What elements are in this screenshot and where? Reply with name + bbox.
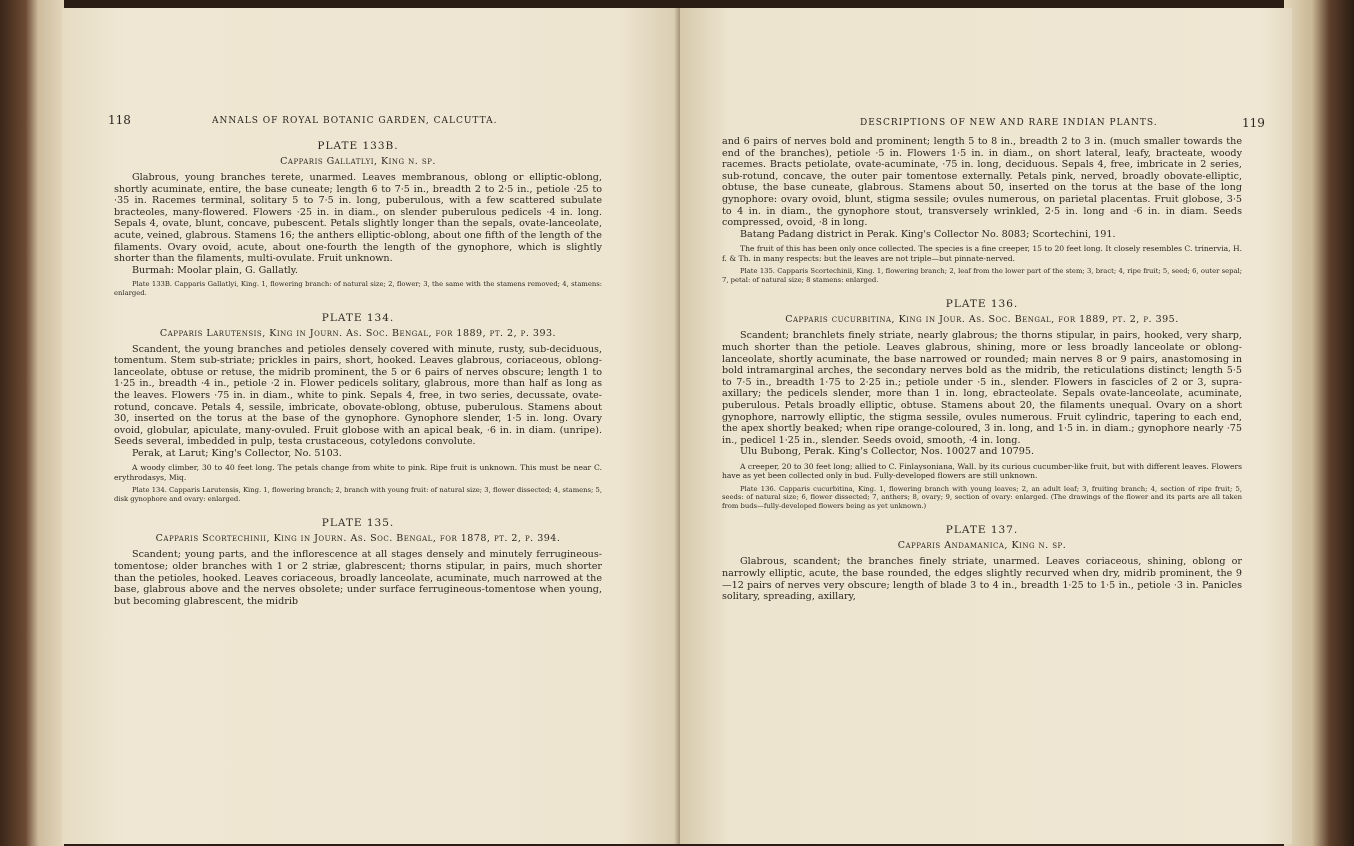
running-head: ANNALS OF ROYAL BOTANIC GARDEN, CALCUTTA. bbox=[212, 116, 498, 126]
description: Scandent, the young branches and petioles densely covered with minute, rusty, sub-deciduous, tomentum. Stem sub-striate; prickles in pairs, short, hooked. Leaves glabrous, coriaceous, oblong-lanceolate, obtuse or retuse, the midrib prominent, the 5 or 6 pairs of nerves obscure; length 1 to 1·25 in., breadth ·4 in., petiole ·2 in. Flower pedicels solitary, glabrous, more than half as long as the leaves. Flowers ·75 in. in diam., white to pink. Sepals 4, free, in two series, decussate, ovate-rotund, concave. Petals 4, sessile, imbricate, obovate-oblong, obtuse, puberulous. Stamens about 30, inserted on the torus at the base of the gynophore. Gynophore slender, 1·5 in. long. Ovary ovoid, globular, apiculate, many-ovuled. Fruit globose with an apical beak, ·6 in. in diam. (unripe). Seeds several, imbedded in pulp, testa crustaceous, cotyledons convolute. bbox=[114, 343, 602, 448]
description: Scandent; branchlets finely striate, nearly glabrous; the thorns stipular, in pairs, hooked, very sharp, much shorter than the petiole. Leaves glabrous, shining, more or less broadly lanceolate or oblong-lanceolate, shortly acuminate, the base narrowed or rounded; main nerves 8 or 9 pairs, anastomosing in bold intramarginal arches, the secondary nerves bold as the midrib, the reticulations distinct; length 5·5 to 7·5 in., breadth 1·75 to 2·25 in.; petiole under ·5 in., slender. Flowers in fascicles of 2 or 3, supra-axillary; the pedicels slender, more than 1 in. long, ebracteolate. Sepals ovate-lanceolate, acuminate, puberulous. Petals broadly elliptic, obtuse. Stamens about 20, the filaments unequal. Ovary on a short gynophore, narrowly elliptic, the stigma sessile, ovules numerous. Fruit cylindric, tapering to each end, the apex shortly beaked; when ripe orange-coloured, 3 in. long, and 1·5 in. in diam.; gynophore nearly ·75 in., pedicel 1·25 in., slender. Seeds ovoid, smooth, ·4 in. long. bbox=[722, 330, 1242, 446]
plate-caption: Plate 134. Capparis Larutensis, King. 1, flowering branch; 2, branch with young fruit: of natural size; 3, flower dissected; 4, stamens; 5, disk gynophore and ovary: enlarged. bbox=[114, 486, 602, 503]
plate-heading: PLATE 135. bbox=[321, 517, 395, 530]
description: Glabrous, young branches terete, unarmed. Leaves membranous, oblong or elliptic-oblong, shortly acuminate, entire, the base cuneate; length 6 to 7·5 in., breadth 2 to 2·5 in., petiole ·25 to ·35 in. Racemes terminal, solitary 5 to 7·5 in. long, puberulous, with a few scattered subulate bracteoles, many-flowered. Flowers ·25 in. in diam., on slender puberulous pedicels ·4 in. long. Sepals 4, ovate, blunt, concave, pubescent. Petals slightly longer than the sepals, ovate-lanceolate, acute, veined, glabrous. Stamens 16; the anthers elliptic-oblong, about one fifth of the length of the filaments. Ovary ovoid, acute, about one-fourth the length of the gynophore, which is slightly shorter than the filaments, multi-ovulate. Fruit unknown. bbox=[114, 172, 602, 265]
species-heading: Capparis cucurbitina, King in Jour. As. Soc. Bengal, for 1889, pt. 2, p. 395. bbox=[785, 314, 1179, 326]
right-page-edges bbox=[1284, 0, 1354, 846]
plate-heading: PLATE 137. bbox=[945, 524, 1019, 537]
locality: Ulu Bubong, Perak. King's Collector, Nos. 10027 and 10795. bbox=[740, 446, 1035, 458]
species-heading: Capparis Gallatlyi, King n. sp. bbox=[280, 156, 436, 167]
description: Glabrous, scandent; the branches finely striate, unarmed. Leaves coriaceous, shining, oblong or narrowly elliptic, acute, the base rounded, the edges slightly recurved when dry, midrib prominent, the 9—12 pairs of nerves very obscure; length of blade 3 to 4 in., breadth 1·25 to 1·5 in., petiole ·3 in. Panicles solitary, spreading, axillary, bbox=[722, 556, 1242, 603]
species-heading: Capparis Andamanica, King n. sp. bbox=[897, 540, 1067, 552]
left-page-edges bbox=[0, 0, 64, 846]
running-head: DESCRIPTIONS OF NEW AND RARE INDIAN PLANTS. bbox=[860, 118, 1158, 128]
locality: Batang Padang district in Perak. King's Collector No. 8083; Scortechini, 191. bbox=[740, 228, 1116, 240]
locality: Perak, at Larut; King's Collector, No. 5103. bbox=[132, 447, 342, 459]
species-heading: Capparis Scortechinii, King in Journ. As. Soc. Bengal, for 1878, pt. 2, p. 394. bbox=[155, 533, 561, 545]
plate-heading: PLATE 133B. bbox=[317, 140, 399, 152]
plate-caption: Plate 135. Capparis Scortechinii, King. 1, flowering branch; 2, leaf from the lower part of the stem; 3, bract; 4, ripe fruit; 5, seed; 6, outer sepal; 7, petal: of natural size; 8 stamens: enlarged. bbox=[722, 267, 1242, 284]
page-number: 118 bbox=[108, 113, 131, 127]
right-column bbox=[722, 136, 1242, 603]
left-page bbox=[62, 8, 680, 844]
page-number: 119 bbox=[1242, 116, 1265, 130]
note: A creeper, 20 to 30 feet long; allied to C. Finlaysoniana, Wall. by its curious cucumber-like fruit, but with different leaves. Flowers have as yet been collected only in bud. Fully-developed flowers are still unknown. bbox=[722, 461, 1242, 481]
plate-caption: Plate 136. Capparis cucurbitina, King. 1, flowering branch with young leaves; 2, an adult leaf; 3, fruiting branch; 4, section of ripe fruit; 5, seeds: of natural size; 6, flower dissected; 7, anthers; 8, ovary; 9, section of ovary: enlarged. (The drawings of the flower and its parts are all taken from buds—fully-developed flowers being as yet unknown.) bbox=[722, 484, 1242, 510]
note: A woody climber, 30 to 40 feet long. The petals change from white to pink. Ripe fruit is unknown. This must be near C. erythrodasys, Miq. bbox=[114, 463, 602, 482]
left-column bbox=[114, 134, 602, 607]
description: Scandent; young parts, and the inflorescence at all stages densely and minutely ferrugineous-tomentose; older branches with 1 or 2 striæ, glabrescent; thorns stipular, in pairs, much shorter than the petioles, hooked. Leaves coriaceous, broadly lanceolate, acuminate, much narrowed at the base, glabrous above and the nerves obsolete; under surface ferrugineous-tomentose when young, but becoming glabrescent, the midrib bbox=[114, 549, 602, 607]
note: The fruit of this has been only once collected. The species is a fine creeper, 15 to 20 feet long. It closely resembles C. trinervia, H. f. & Th. in many respects: but the leaves are not triple—but pinnate-nerved. bbox=[722, 244, 1243, 263]
plate-heading: PLATE 136. bbox=[945, 298, 1019, 311]
species-heading: Capparis Larutensis, King in Journ. As. Soc. Bengal, for 1889, pt. 2, p. 393. bbox=[159, 327, 557, 339]
locality: Burmah: Moolar plain, G. Gallatly. bbox=[132, 264, 298, 276]
plate-caption: Plate 133B. Capparis Gallatlyi, King. 1, flowering branch: of natural size; 2, flower; 3, the same with the stamens removed; 4, stamens: enlarged. bbox=[114, 280, 602, 297]
plate-heading: PLATE 134. bbox=[321, 311, 395, 324]
right-page bbox=[680, 8, 1292, 844]
continued-description: and 6 pairs of nerves bold and prominent; length 5 to 8 in., breadth 2 to 3 in. (much smaller towards the end of the branches), petiole ·5 in. Flowers 1·5 in. in diam., on short lateral, leafy, bracteate, woody racemes. Bracts petiolate, ovate-acuminate, ·75 in. long, deciduous. Sepals 4, free, imbricate in 2 series, sub-rotund, concave, the outer pair tomentose externally. Petals pink, nerved, broadly obovate-elliptic, obtuse, the base cuneate, glabrous. Stamens about 50, inserted on the torus at the base of the long gynophore: ovary ovoid, blunt, stigma sessile; ovules numerous, on parietal placentas. Fruit globose, 3·5 to 4 in. in diam., the gynophore stout, transversely wrinkled, 2·5 in. long and ·6 in. in diam. Seeds compressed, ovoid, ·8 in long. bbox=[722, 136, 1242, 229]
